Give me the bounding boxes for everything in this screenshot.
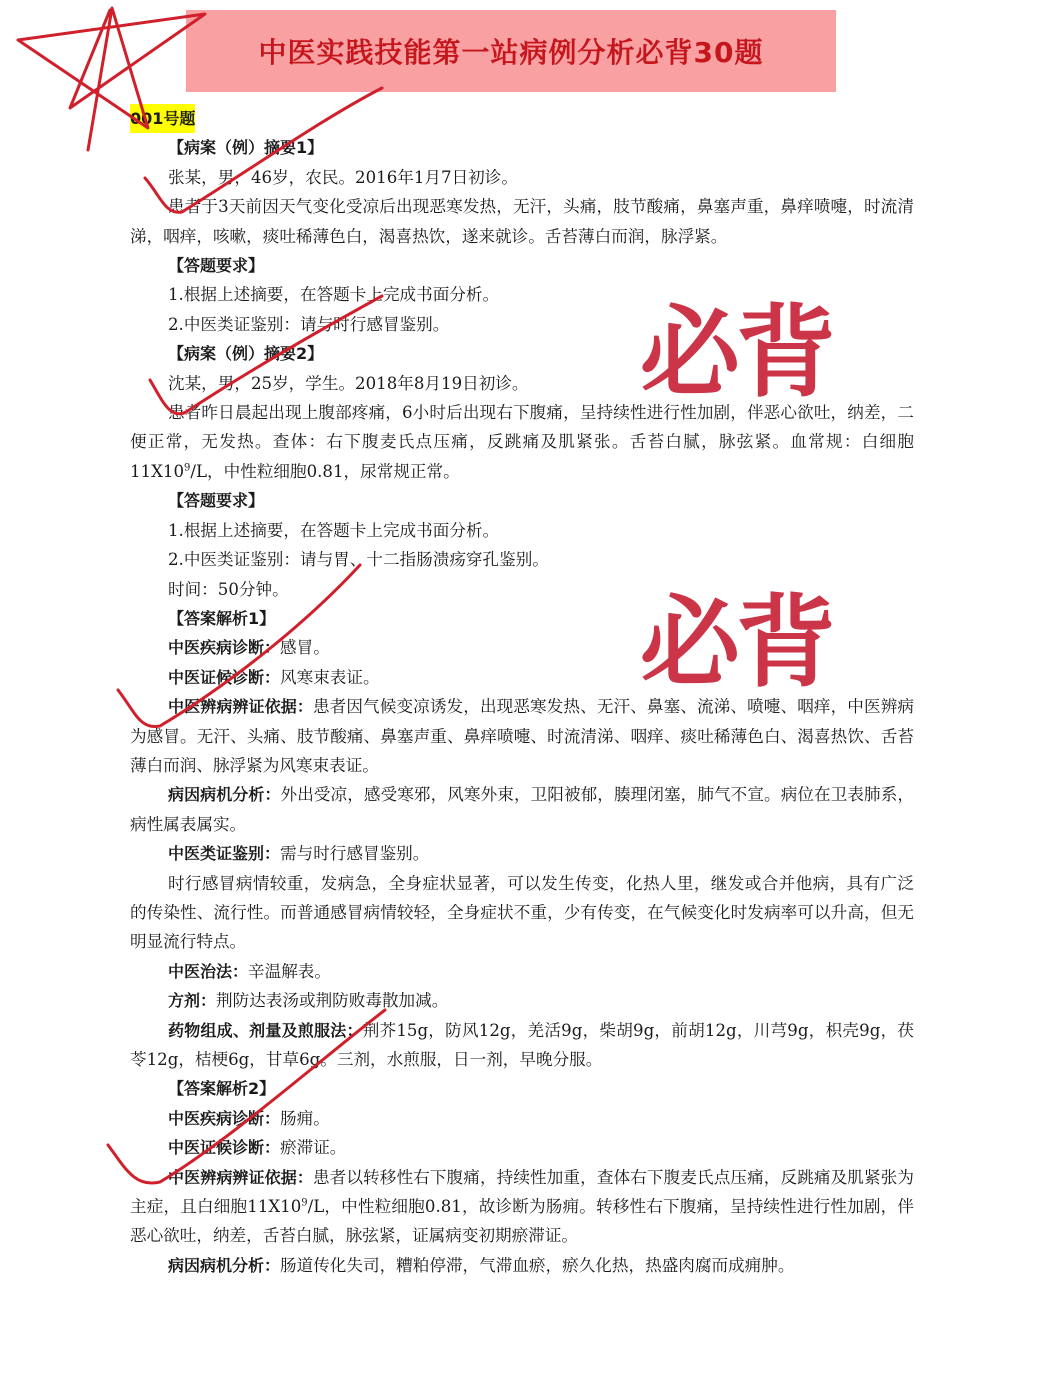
case1-req1: 1.根据上述摘要，在答题卡上完成书面分析。	[168, 285, 500, 305]
answer1-therapy: 中医治法：辛温解表。	[168, 961, 331, 981]
case2-req2: 2.中医类证鉴别：请与胃、十二指肠溃疡穿孔鉴别。	[168, 550, 549, 570]
case2-heading: 【病案（例）摘要2】	[168, 344, 324, 364]
answer1-disease: 中医疾病诊断：感冒。	[168, 638, 330, 658]
title-banner	[186, 10, 836, 92]
must-memorize-stamp: 必背	[640, 584, 832, 701]
answer2-basis: 中医辨病辨证依据：患者以转移性右下腹痛，持续性加重，查体右下腹麦氏点压痛，反跳痛及肌紧张为主症，且白细胞$11X10^9/L$，中性粒细胞0.81，故诊断为肠痈。转移性右下腹痛，呈持续性进行性加剧，伴恶心欲吐，纳差，舌苔白腻，脉弦紧，证属病变初期瘀滞证。	[130, 1167, 915, 1246]
answer2-heading: 【答案解析2】	[168, 1079, 276, 1099]
answer1-basis: 中医辨病辨证依据：患者因气候变凉诱发，出现恶寒发热、无汗、鼻塞、流涕、喷嚏、咽痒，中医辨病为感冒。无汗、头痛、肢节酸痛、鼻塞声重、鼻痒喷嚏、时流清涕、咽痒、痰吐稀薄色白、渴喜热饮、舌苔薄白而润、脉浮紧为风寒束表证。	[130, 697, 914, 775]
case2-history: 患者昨日晨起出现上腹部疼痛，6小时后出现右下腹痛，呈持续性进行性加剧，伴恶心欲吐，纳差，二便正常，无发热。查体：右下腹麦氏点压痛，反跳痛及肌紧张。舌苔白腻，脉弦紧。血常规：白细胞$11X10^9/L$，中性粒细胞0.81，尿常规正常。	[130, 403, 914, 481]
case1-req2: 2.中医类证鉴别：请与时行感冒鉴别。	[168, 314, 450, 334]
case2-req-heading: 【答题要求】	[168, 491, 265, 511]
case2-req1: 1.根据上述摘要，在答题卡上完成书面分析。	[168, 520, 500, 540]
answer1-herbs: 药物组成、剂量及煎服法：荆芥15g，防风12g，羌活9g，柴胡9g，前胡12g，川芎9g，枳壳9g，茯苓12g，桔梗6g，甘草6g。三剂，水煎服，日一剂，早晚分服。	[130, 1020, 914, 1069]
case2-patient: 沈某，男，25岁，学生。2018年8月19日初诊。	[168, 373, 529, 393]
answer1-formula: 方剂：荆防达表汤或荆防败毒散加减。	[168, 991, 449, 1011]
question-number: 001号题	[130, 104, 195, 133]
answer1-heading: 【答案解析1】	[168, 608, 276, 628]
answer1-diff: 中医类证鉴别：需与时行感冒鉴别。	[168, 844, 430, 864]
case1-history: 患者于3天前因天气变化受凉后出现恶寒发热，无汗，头痛，肢节酸痛，鼻塞声重，鼻痒喷嚏，时流清涕，咽痒，咳嗽，痰吐稀薄色白，渴喜热饮，遂来就诊。舌苔薄白而润，脉浮紧。	[130, 197, 914, 246]
answer2-disease: 中医疾病诊断：肠痈。	[168, 1108, 330, 1128]
page-title: 中医实践技能第一站病例分析必背30题	[258, 36, 764, 69]
case1-heading: 【病案（例）摘要1】	[168, 138, 324, 158]
answer1-cause: 病因病机分析：外出受凉，感受寒邪，风寒外束，卫阳被郁，腠理闭塞，肺气不宣。病位在卫表肺系，病性属表属实。	[130, 785, 914, 834]
answer1-diff-detail: 时行感冒病情较重，发病急，全身症状显著，可以发生传变，化热人里，继发或合并他病，具有广泛的传染性、流行性。而普通感冒病情较轻，全身症状不重，少有传变，在气候变化时发病率可以升高，但无明显流行特点。	[130, 873, 914, 952]
answer2-cause: 病因病机分析：肠道传化失司，糟粕停滞，气滞血瘀，瘀久化热，热盛肉腐而成痈肿。	[168, 1255, 795, 1275]
case1-req-heading: 【答题要求】	[168, 256, 265, 276]
must-memorize-stamp: 必背	[640, 294, 832, 411]
case2-time: 时间：50分钟。	[168, 579, 289, 599]
answer2-syndrome: 中医证候诊断：瘀滞证。	[168, 1138, 347, 1158]
case1-patient: 张某，男，46岁，农民。2016年1月7日初诊。	[168, 167, 518, 187]
answer1-syndrome: 中医证候诊断：风寒束表证。	[168, 667, 380, 687]
